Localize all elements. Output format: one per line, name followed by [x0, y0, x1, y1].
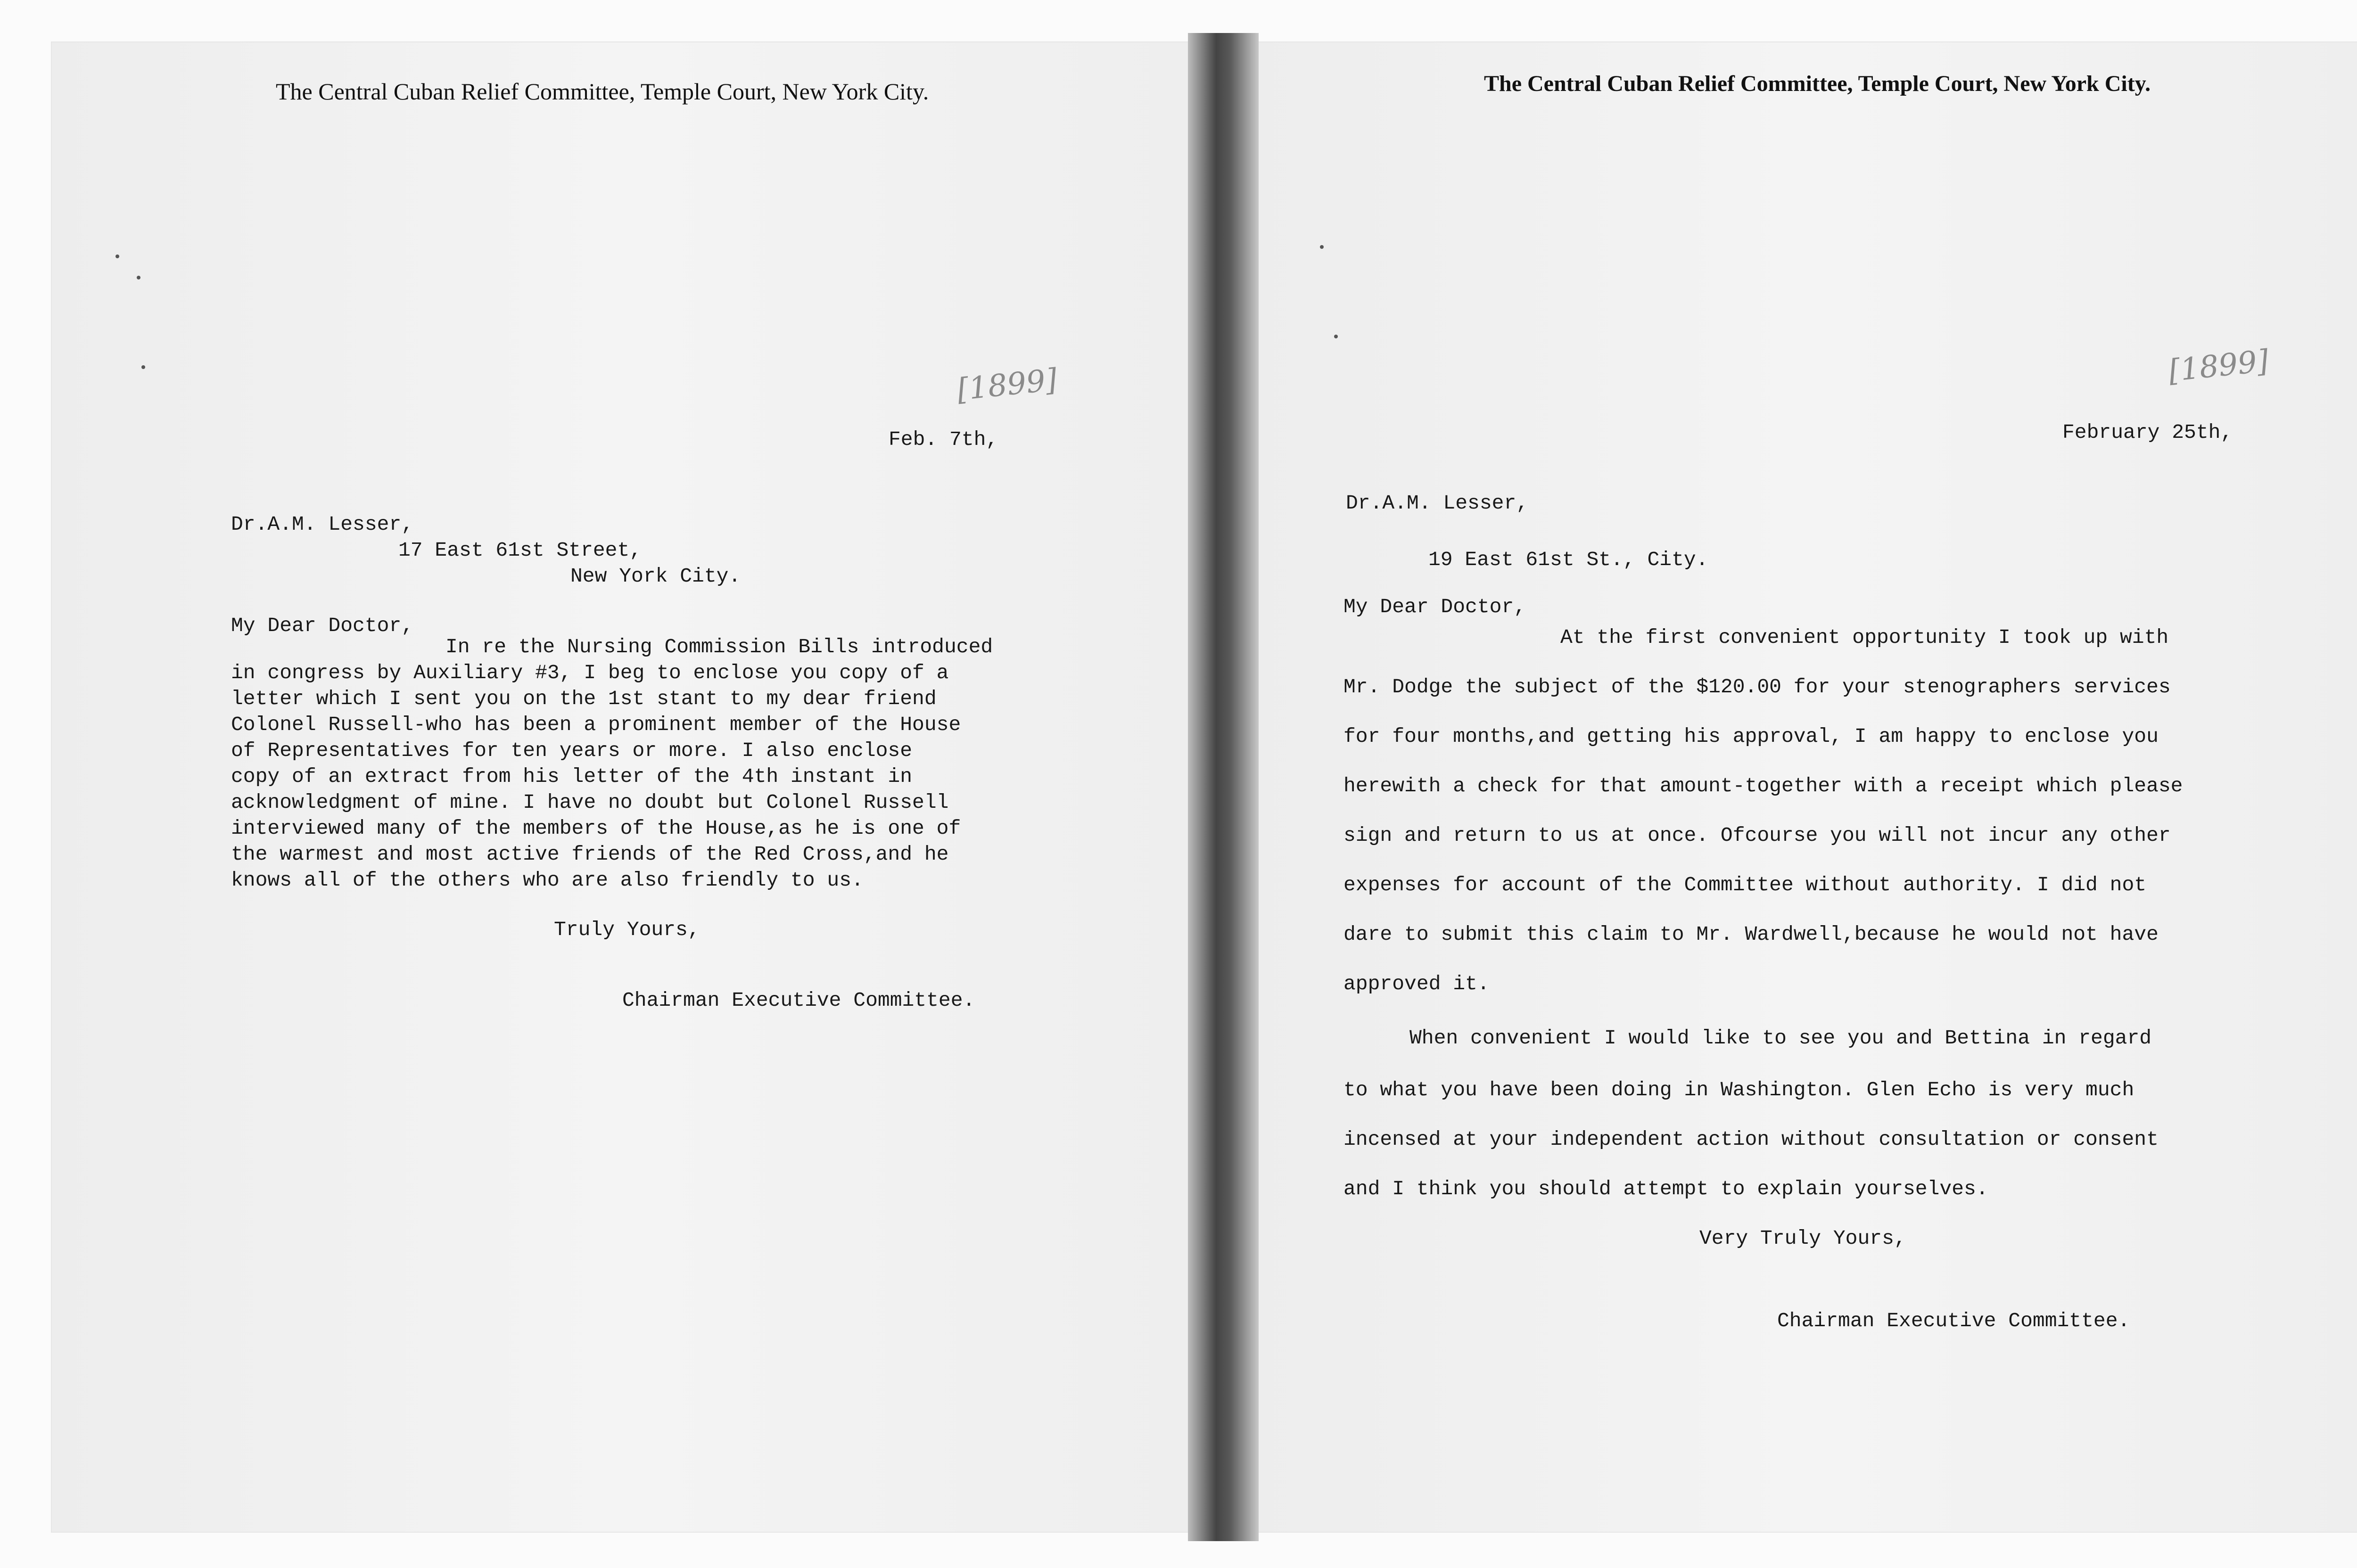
stray-mark	[141, 365, 145, 369]
right-date: February 25th,	[2062, 421, 2233, 444]
right-body-line-8: approved it.	[1343, 972, 1490, 995]
left-body-line-8: interviewed many of the members of the House,as he is one of	[231, 817, 961, 840]
left-date: Feb. 7th,	[889, 428, 998, 451]
right-body-line-1: At the first convenient opportunity I took up with	[1560, 626, 2169, 649]
left-letterhead: The Central Cuban Relief Committee, Temple Court, New York City.	[276, 78, 929, 105]
right-letterhead: The Central Cuban Relief Committee, Temple Court, New York City.	[1484, 71, 2151, 96]
left-body-line-3: letter which I sent you on the 1st stant to my dear friend	[231, 687, 937, 710]
right-date-annotation: [1899]	[2167, 344, 2271, 389]
left-body-line-1: In re the Nursing Commission Bills introduced	[445, 635, 993, 658]
left-recipient-street: 17 East 61st Street,	[398, 539, 642, 562]
left-recipient-city: New York City.	[570, 565, 741, 588]
right-salutation: My Dear Doctor,	[1343, 595, 1526, 618]
left-salutation: My Dear Doctor,	[231, 614, 414, 637]
stray-mark	[1334, 335, 1338, 338]
left-body-line-4: Colonel Russell-who has been a prominent member of the House	[231, 713, 961, 736]
right-body2-line-2: to what you have been doing in Washington. Glen Echo is very much	[1343, 1078, 2134, 1101]
right-body-line-7: dare to submit this claim to Mr. Wardwell,because he would not have	[1343, 923, 2159, 946]
stray-mark	[1320, 245, 1324, 249]
stray-mark	[137, 276, 140, 279]
stray-mark	[115, 254, 119, 258]
right-body2-line-3: incensed at your independent action without consultation or consent	[1343, 1128, 2159, 1151]
right-body2-line-1: When convenient I would like to see you and Bettina in regard	[1409, 1026, 2152, 1050]
left-date-annotation: [1899]	[955, 362, 1059, 408]
page-gutter	[1188, 33, 1259, 1541]
left-body-line-7: acknowledgment of mine. I have no doubt but Colonel Russell	[231, 791, 949, 814]
right-signature-title: Chairman Executive Committee.	[1777, 1309, 2130, 1332]
left-body-line-10: knows all of the others who are also friendly to us.	[231, 869, 864, 892]
left-body-line-5: of Representatives for ten years or more. I also enclose	[231, 739, 913, 762]
right-body-line-5: sign and return to us at once. Ofcourse you will not incur any other	[1343, 824, 2171, 847]
right-body2-line-4: and I think you should attempt to explain yourselves.	[1343, 1177, 1988, 1200]
right-recipient-name: Dr.A.M. Lesser,	[1346, 492, 1529, 515]
left-body-line-6: copy of an extract from his letter of the 4th instant in	[231, 765, 913, 788]
left-recipient-name: Dr.A.M. Lesser,	[231, 513, 414, 536]
left-closing: Truly Yours,	[554, 918, 700, 941]
left-body-line-9: the warmest and most active friends of the Red Cross,and he	[231, 843, 949, 866]
left-body-line-2: in congress by Auxiliary #3, I beg to enclose you copy of a	[231, 661, 949, 684]
right-body-line-3: for four months,and getting his approval, I am happy to enclose you	[1343, 725, 2159, 748]
right-body-line-4: herewith a check for that amount-together with a receipt which please	[1343, 774, 2183, 797]
left-signature-title: Chairman Executive Committee.	[622, 989, 975, 1012]
right-recipient-address: 19 East 61st St., City.	[1428, 548, 1708, 571]
right-body-line-6: expenses for account of the Committee without authority. I did not	[1343, 873, 2147, 896]
right-closing: Very Truly Yours,	[1699, 1227, 1906, 1250]
right-body-line-2: Mr. Dodge the subject of the $120.00 for your stenographers services	[1343, 675, 2171, 698]
